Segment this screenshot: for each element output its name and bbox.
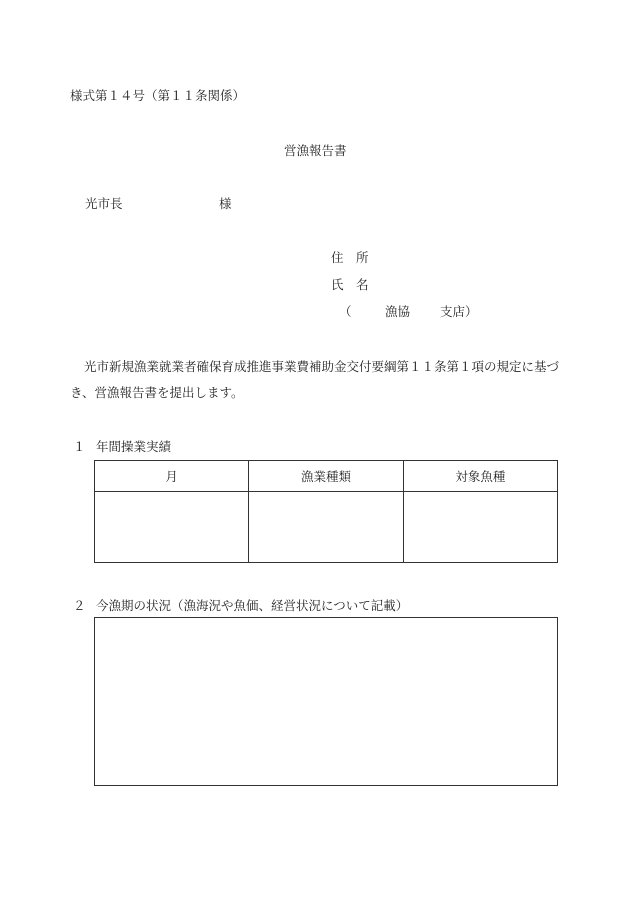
name-label: 氏 名 — [331, 277, 369, 292]
section2-title: 今漁期の状況（漁海況や魚価、経営状況について記載） — [96, 598, 409, 613]
form-number: 様式第１４号（第１１条関係） — [70, 88, 246, 103]
coop-branch-label: 支店） — [440, 304, 478, 319]
column-header-fishery-type: 漁業種類 — [249, 461, 403, 492]
body-paragraph: 光市新規漁業就業者確保育成推進事業費補助金交付要綱第１１条第１項の規定に基づき、営漁報告書を提出します。 — [70, 359, 560, 400]
operation-record-table — [94, 460, 558, 563]
month-cell[interactable] — [95, 492, 249, 563]
addressee-name: 光市長 — [85, 196, 123, 211]
section2-number: ２ — [73, 598, 86, 613]
fishery-type-cell[interactable] — [249, 492, 403, 563]
table-row — [95, 492, 558, 563]
column-header-target-species: 対象魚種 — [403, 461, 557, 492]
address-label: 住 所 — [331, 250, 369, 265]
document-title: 営漁報告書 — [284, 143, 347, 158]
coop-open-paren: （ — [339, 304, 352, 319]
addressee-honorific: 様 — [219, 196, 232, 211]
column-header-month: 月 — [95, 461, 249, 492]
table-header-row — [95, 461, 558, 492]
target-species-cell[interactable] — [403, 492, 557, 563]
section1-number: １ — [73, 439, 86, 454]
fishing-status-box[interactable] — [94, 617, 558, 786]
coop-gyokyo-label: 漁協 — [385, 304, 411, 319]
section1-title: 年間操業実績 — [96, 439, 172, 454]
